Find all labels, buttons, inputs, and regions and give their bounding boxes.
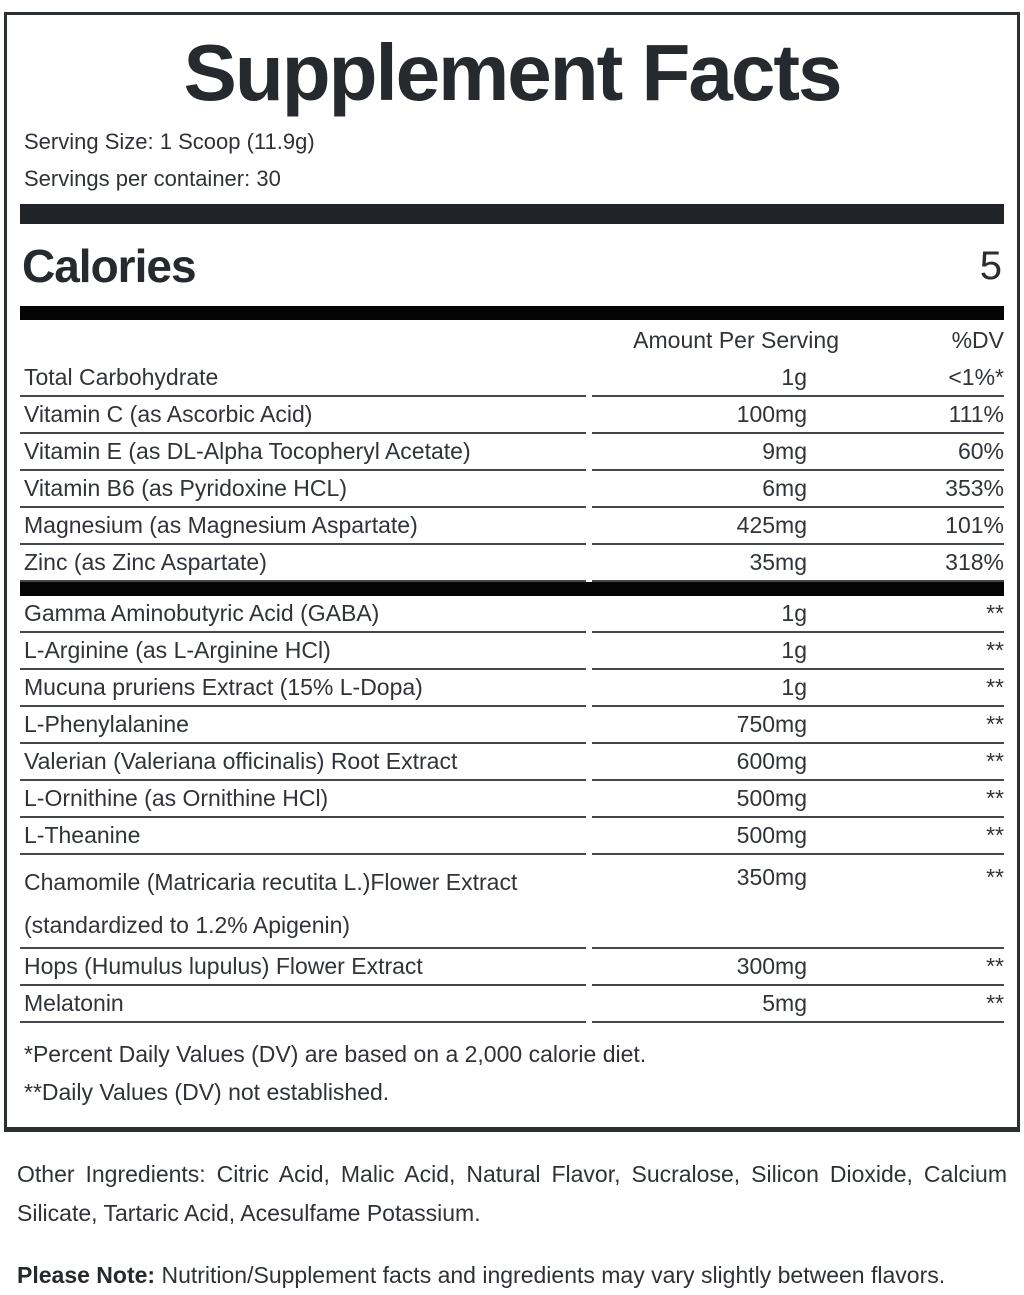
ingredient-amount: 1g <box>781 674 807 700</box>
table-row <box>20 855 1004 949</box>
ingredient-dv: 60% <box>957 438 1004 464</box>
ingredient-name: Vitamin B6 (as Pyridoxine HCL) <box>20 471 586 508</box>
ingredient-name: L-Ornithine (as Ornithine HCl) <box>20 781 586 818</box>
footnote-daily-value: *Percent Daily Values (DV) are based on a 2,000 calorie diet. <box>24 1041 647 1067</box>
table-row <box>20 397 1004 434</box>
ingredient-dv: 353% <box>945 475 1004 501</box>
header-amount-per-serving: Amount Per Serving <box>633 326 839 353</box>
ingredient-amount: 6mg <box>762 475 807 501</box>
ingredient-name: L-Phenylalanine <box>20 707 586 744</box>
footnotes <box>20 1023 1004 1113</box>
table-row <box>20 434 1004 471</box>
ingredient-name: Vitamin C (as Ascorbic Acid) <box>20 397 586 434</box>
ingredient-amount: 500mg <box>736 785 807 811</box>
ingredient-amount: 300mg <box>736 953 807 979</box>
table-row <box>20 471 1004 508</box>
ingredient-name: L-Theanine <box>20 818 586 855</box>
ingredient-name: L-Arginine (as L-Arginine HCl) <box>20 633 586 670</box>
section-bar <box>20 204 1004 224</box>
ingredient-dv: <1%* <box>948 364 1004 390</box>
ingredient-name: Total Carbohydrate <box>20 360 586 397</box>
ingredient-dv: ** <box>986 990 1004 1016</box>
table-row <box>20 508 1004 545</box>
header-percent-dv: %DV <box>951 326 1004 353</box>
ingredient-dv: 101% <box>945 512 1004 538</box>
ingredient-amount: 35mg <box>749 549 807 575</box>
ingredient-amount: 425mg <box>736 512 807 538</box>
ingredient-name-line2: (standardized to 1.2% Apigenin) <box>24 912 351 938</box>
ingredient-dv: ** <box>986 822 1004 848</box>
calories-label: Calories <box>22 240 196 292</box>
panel-title: Supplement Facts <box>183 28 841 117</box>
ingredient-amount: 5mg <box>762 990 807 1016</box>
ingredient-dv: 111% <box>948 401 1004 427</box>
ingredient-dv: ** <box>986 785 1004 811</box>
ingredient-amount: 350mg <box>736 864 807 890</box>
serving-size: Serving Size: 1 Scoop (11.9g) <box>24 129 315 154</box>
ingredient-name: Mucuna pruriens Extract (15% L-Dopa) <box>20 670 586 707</box>
table-row <box>20 633 1004 670</box>
header-spacer <box>20 320 586 360</box>
table-header-row <box>20 320 1004 360</box>
calories-value: 5 <box>979 243 1002 288</box>
ingredient-dv: ** <box>986 864 1004 890</box>
ingredient-name: Valerian (Valeriana officinalis) Root Extract <box>20 744 586 781</box>
ingredient-name <box>20 855 586 949</box>
ingredient-dv: ** <box>986 711 1004 737</box>
below-panel-text <box>17 1155 1007 1295</box>
calories-row <box>20 224 1004 306</box>
table-row <box>20 596 1004 633</box>
ingredient-dv: 318% <box>945 549 1004 575</box>
ingredient-name: Gamma Aminobutyric Acid (GABA) <box>20 596 586 633</box>
please-note-paragraph <box>17 1256 1007 1295</box>
ingredient-name: Magnesium (as Magnesium Aspartate) <box>20 508 586 545</box>
ingredient-amount: 1g <box>781 364 807 390</box>
table-row <box>20 670 1004 707</box>
servings-per-container: Servings per container: 30 <box>24 166 281 191</box>
ingredient-dv: ** <box>986 674 1004 700</box>
please-note-text: Nutrition/Supplement facts and ingredients may vary slightly between flavors. <box>161 1262 946 1288</box>
ingredient-dv: ** <box>986 748 1004 774</box>
section-bar <box>20 582 1004 596</box>
table-row <box>20 949 1004 986</box>
ingredient-amount: 750mg <box>736 711 807 737</box>
table-row <box>20 986 1004 1023</box>
other-ingredients-paragraph: Other Ingredients: Citric Acid, Malic Acid, Natural Flavor, Sucralose, Silicon Dioxide, Calcium Silicate, Tartaric Acid, Acesulfame Potassium. <box>17 1161 1007 1226</box>
ingredient-dv: ** <box>986 637 1004 663</box>
footnote-not-established: **Daily Values (DV) not established. <box>24 1079 390 1105</box>
table-row <box>20 360 1004 397</box>
ingredient-name: Hops (Humulus lupulus) Flower Extract <box>20 949 586 986</box>
ingredient-amount: 100mg <box>736 401 807 427</box>
ingredient-name: Zinc (as Zinc Aspartate) <box>20 545 586 582</box>
please-note-label: Please Note: <box>17 1262 156 1288</box>
ingredient-amount: 1g <box>781 637 807 663</box>
ingredient-dv: ** <box>986 600 1004 626</box>
table-row <box>20 781 1004 818</box>
ingredient-amount: 600mg <box>736 748 807 774</box>
section-bar <box>20 306 1004 320</box>
ingredient-name: Vitamin E (as DL-Alpha Tocopheryl Acetate) <box>20 434 586 471</box>
table-row <box>20 545 1004 582</box>
supplement-facts-panel <box>4 12 1020 1132</box>
ingredient-name: Melatonin <box>20 986 586 1023</box>
table-row <box>20 744 1004 781</box>
ingredient-amount: 500mg <box>736 822 807 848</box>
ingredient-amount: 1g <box>781 600 807 626</box>
ingredient-dv: ** <box>986 953 1004 979</box>
ingredient-name-line1: Chamomile (Matricaria recutita L.)Flower Extract <box>24 869 518 895</box>
table-row <box>20 818 1004 855</box>
table-row <box>20 707 1004 744</box>
ingredient-amount: 9mg <box>762 438 807 464</box>
